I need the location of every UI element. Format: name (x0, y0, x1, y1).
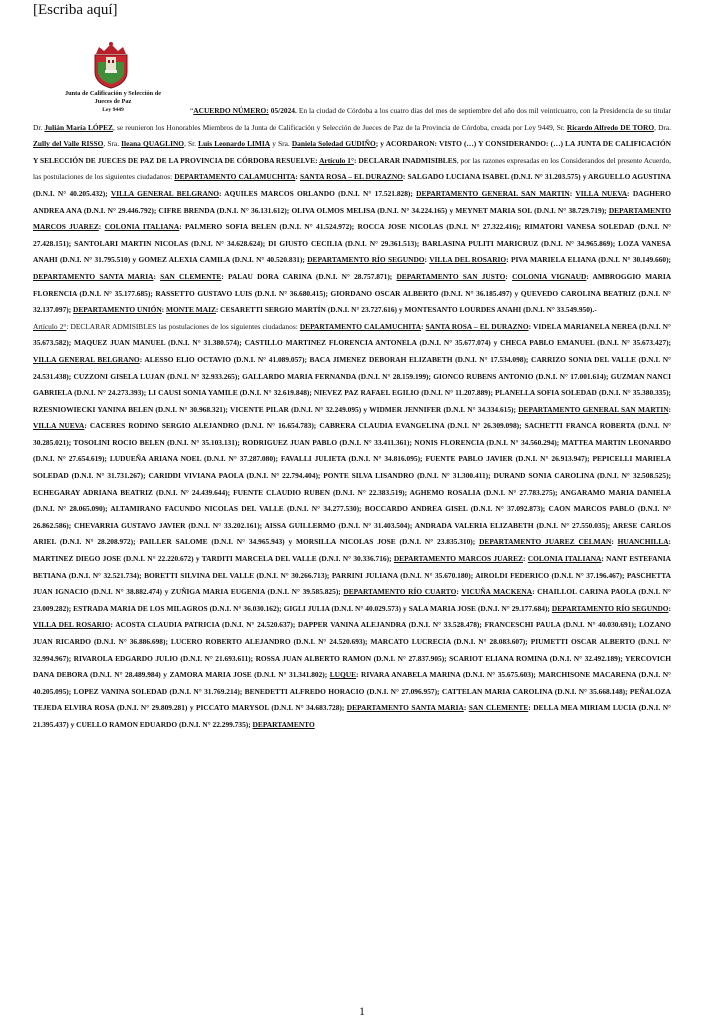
text-run: Zully del Valle RISSO (33, 139, 104, 149)
text-run: 05/2024. (270, 106, 297, 115)
resolution-paragraph-2 (33, 319, 671, 734)
text-run: : (611, 537, 618, 547)
text-run: DEPARTAMENTO RÍO SEGUNDO (307, 255, 425, 265)
text-run: Ileana QUAGLINO (121, 139, 185, 149)
text-run: : (424, 255, 430, 265)
text-run: Artículo 2° (33, 321, 67, 331)
text-run: Luis Leonardo LIMIA (198, 139, 271, 149)
text-run: : VIDELA MARIANELA NEREA (D.N.I. N° 35.673.582); MAQUEZ JUAN MANUEL (D.N.I. N° 31.380.574); CASTILLO MARTINEZ FLORENCIA ANTONELA (D.N.I. N° 35.677.074) y CHECA PABLO EMANUEL (D.N.I. N° 35.673.427); (33, 321, 671, 348)
text-run: : (668, 404, 672, 414)
text-run: : (295, 172, 300, 182)
text-run: DEPARTAMENTO CALAMUCHITA (299, 321, 421, 331)
text-run: : RIVARA ANABELA MARINA (D.N.I. N° 35.675.603); MARCHISONE MACARENA (D.N.I. N° 40.205.095); LOPEZ VANINA SOLEDAD (D.N.I. N° 31.769.214); BENEDETTI ALFREDO HORACIO (D.N.I. N° 27.096.957); CATTELAN MARIA CAROLINA (D.N.I. N° 35.668.148); PEÑALOZA TEJEDA ELVIRA ROSA (D.N.I. N° 29.809.281) y PICCATO MARYSOL (D.N.I. N° 34.683.728); (33, 670, 672, 713)
coat-of-arms-icon (86, 40, 136, 90)
text-run: DEPARTAMENTO RÍO CUARTO (343, 587, 457, 597)
text-run: DEPARTAMENTO GENERAL SAN MARTIN (518, 404, 669, 414)
text-run: y Sra. (270, 139, 292, 149)
text-run: : DAGHERO ANDREA ANA (D.N.I. N° 29.446.792); CIFRE BRENDA (D.N.I. N° 36.131.612); OLIVA OLMOS MELISA (D.N.I. N° 34.224.165) y MEYNET MARIA SOL (D.N.I. N° 38.729.719); (33, 188, 672, 215)
text-run: : ACOSTA CLAUDIA PATRICIA (D.N.I. N° 24.520.637); DAPPER VANINA ALEJANDRA (D.N.I. N° 33.528.478); FRANCESCHI PAULA (D.N.I. N° 40.030.691); LOZANO JUAN RICARDO (D.N.I. N° 36.886.698); LUCERO ROBERTO ALEJANDRO (D.N.I. N° 24.520.693); MARCATO LUCRECIA (D.N.I. N° 28.083.607); PIUMETTI OSCAR ALBERTO (D.N.I. N° 32.994.967); RIVAROLA EDGARDO JULIO (D.N.I. N° 21.693.611); ROSSA JUAN ALBERTO RAMON (D.N.I. N° 27.837.905); SCARIOT ELIANA ROMINA (D.N.I. N° 32.492.189); YERCOVICH DANA DEBORA (D.N.I. N° 28.489.984) y ZAMORA MARIA JOSE (D.N.I. N° 31.341.802); (33, 620, 671, 680)
text-run: , se reunieron los Honorables Miembros de la Junta de Calificación y Selección de Jueces de Paz de la Provincia de Córdoba, creada por Ley 9449, Sr. (113, 122, 567, 132)
text-run: : DECLARAR ADMISIBLES (66, 321, 157, 331)
text-run: COLONIA VIGNAUD (512, 271, 587, 281)
text-run: : DECLARAR INADMISIBLES (353, 155, 457, 165)
text-run: DEPARTAMENTO SANTA MARIA (346, 703, 464, 713)
text-run: : CACERES RODINO SERGIO ALEJANDRO (D.N.I. N° 16.654.783); CABRERA CLAUDIA EVANGELINA (D.N.I. N° 26.309.098); SACHETTI FRANCA ROBERTA (D.N.I. N° 30.285.021); TOSOLINI ROCIO BELEN (D.N.I. N° 35.103.131); RODRIGUEZ JUAN PABLO (D.N.I. N° 33.411.361); NONIS FLORENCIA (D.N.I. N° 34.560.294); MATTEA MARTIN LEONARDO (D.N.I. N° 27.654.619); LUDUEÑA ARIANA NOEL (D.N.I. N° 37.287.080); FAVALLI JULIETA (D.N.I. N° 34.816.095); FUENTE PABLO JAVIER (D.N.I. N° 26.913.947); PEPICELLI MARIELA SOLEDAD (D.N.I. N° 31.731.267); CARIDDI VIVIANA PAOLA (D.N.I. N° 22.794.404); PONTE SILVA LISANDRO (D.N.I. N° 31.300.411); DURAND SONIA CAROLINA (D.N.I. N° 32.508.525); ECHEGARAY ADRIANA BEATRIZ (D.N.I. N° 24.439.644); FUENTE CLAUDIO RUBEN (D.N.I. N° 22.383.519); AGHEMO ROSALIA (D.N.I. N° 27.783.275); ANGARAMO MARIA DANIELA (D.N.I. N° 28.065.090); ALTAMIRANO FACUNDO NICOLAS DEL VALLE (D.N.I. N° 34.277.530); BOCCARDO ANDREA GISEL (D.N.I. N° 37.092.873); CAON MARCOS PABLO (D.N.I. N° 26.862.586); CHEVARRIA GUSTAVO JAVIER (D.N.I. N° 33.202.161); AISSA GUILLERMO (D.N.I. N° 31.403.504); ANDRADA VALERIA ELIZABETH (D.N.I. N° 27.550.035); ARESE CARLOS ARIEL (D.N.I. N° 28.208.972); PAILLER SALOME (D.N.I. N° 34.965.943) y MORSILLA NICOLAS JOSE (D.N.I. N° 23.835.310); (33, 421, 671, 547)
text-run: : AQUILES MARCOS ORLANDO (D.N.I. N° 17.521.828); (218, 188, 417, 198)
text-run: ACUERDO NÚMERO: (193, 106, 269, 115)
text-run: “ (190, 106, 194, 115)
page-number: 1 (359, 1004, 365, 1018)
text-run: : PALMERO SOFIA BELEN (D.N.I. N° 41.524.972); ROCCA JOSE NICOLAS (D.N.I. N° 27.322.416); RIMATORI VANESA SOLEDAD (D.N.I. N° 27.428.151); SANTOLARI MARTIN NICOLAS (D.N.I. N° 34.628.624); DI GIUSTO CECILIA (D.N.I. N° 29.361.513); BARLASINA PULITI MARICRUZ (D.N.I. N° 34.965.869); LOZA VANESA ANAHI (D.N.I. N° 31.795.510) y GOMEZ ALEXIA CAMILA (D.N.I. N° 40.520.831); (33, 222, 672, 265)
text-run: ; y ACORDARON: VISTO (…) Y CONSIDERANDO: (…) LA JUNTA DE CALIFICACIÓN Y SELECCIÓN DE JUECES DE PAZ DE LA PROVINCIA DE CÓRDOBA RESUELVE: (33, 139, 671, 165)
text-run: las postulaciones de los siguientes ciudadanos: (156, 321, 300, 331)
text-run: : PALAU DORA CARINA (D.N.I. N° 28.757.871); (221, 271, 397, 281)
text-run: VILLA GENERAL BELGRANO (110, 188, 219, 198)
text-run: : AMBROGGIO MARIA FLORENCIA (D.N.I. N° 35.177.685); RASSETTO GUSTAVO LUIS (D.N.I. N° 36.680.415); GIORDANO OSCAR ALBERTO (D.N.I. N° 36.185.497) y QUEVEDO CAROLINA BEATRIZ (D.N.I. N° 32.137.097); (33, 271, 672, 315)
text-run: : (161, 305, 166, 315)
text-run: SAN CLEMENTE (160, 271, 222, 281)
text-run: DEPARTAMENTO MARCOS JUAREZ (393, 554, 523, 564)
text-run: : MARTINEZ DIEGO JOSE (D.N.I. N° 22.220.672) y TARDITI MARCELA DEL VALLE (D.N.I. N° 30.336.716); (33, 537, 672, 564)
text-run: Artículo 1° (319, 155, 354, 165)
text-run: : (153, 271, 161, 281)
text-run: DEPARTAMENTO GENERAL SAN MARTIN (416, 188, 570, 198)
text-run: , Sra. (103, 139, 122, 149)
text-run: HUANCHILLA (617, 537, 669, 547)
text-run: DEPARTAMENTO RÍO SEGUNDO (551, 603, 669, 613)
text-run: VILLA NUEVA (575, 188, 628, 198)
text-run: VILLA NUEVA (33, 421, 85, 431)
text-run: : (421, 321, 426, 331)
text-run: : ALESSO ELIO OCTAVIO (D.N.I. N° 41.089.057); BACA JIMENEZ DEBORAH ELIZABETH (D.N.I. N° 17.534.098); CARRIZO SONIA DEL VALLE (D.N.I. N° 24.531.438); CUZZONI GISELA LUJAN (D.N.I. N° 32.933.265); GALLARDO MARIA FERNANDA (D.N.I. N° 28.159.199); GIONCO RUBENS ANTONIO (D.N.I. N° 17.001.614); GUZMAN NANCI GABRIELA (D.N.I. N° 24.273.393); LI CAUSI SONIA YAMILE (D.N.I. N° 32.619.848); NIEVEZ PAZ RAFAEL EGILIO (D.N.I. N° 11.207.889); PLANELLA SOFIA SOLEDAD (D.N.I. N° 35.380.335); RZESNIOWIECKI YANINA BELEN (D.N.I. N° 30.968.321); VICENTE PILAR (D.N.I. N° 32.249.095) y WIDMER JENNIFER (D.N.I. N° 34.334.615); (33, 354, 671, 414)
text-run: , Dra. (654, 122, 671, 132)
text-run: DEPARTAMENTO SAN JUSTO (396, 271, 506, 281)
text-run: : (98, 222, 105, 232)
text-run: VILLA GENERAL BELGRANO (33, 354, 140, 364)
text-run: : NANT ESTEFANIA BETIANA (D.N.I. N° 32.521.734); BORETTI SILVINA DEL VALLE (D.N.I. N° 30.266.713); PARRINI JULIANA (D.N.I. N° 35.670.180); AIROLDI FEDERICO (D.N.I. N° 37.196.467); PASCHETTA JUAN IGNACIO (D.N.I. N° 38.882.474) y ZUÑIGA MARIA EUGENIA (D.N.I. N° 39.585.825); (33, 554, 672, 597)
text-run: LUQUE (329, 670, 357, 680)
text-run: Ricardo Alfredo DE TORO (566, 122, 655, 132)
text-run: En la ciudad de Córdoba a los cuatro días del mes de septiembre del año dos mil veinticuatro, con la Presidencia de su titular Dr. (33, 106, 671, 132)
text-run: VICUÑA MACKENA (461, 587, 533, 597)
text-run: DEPARTAMENTO SANTA MARIA (33, 271, 154, 281)
text-run: Daniela Soledad GUDIÑO (291, 139, 376, 149)
text-run: COLONIA ITALIANA (527, 554, 602, 564)
text-run: : (456, 587, 462, 597)
text-run: DEPARTAMENTO JUAREZ CELMAN (479, 537, 612, 547)
text-run: SANTA ROSA – EL DURAZNO (299, 172, 403, 182)
text-run: : PIVA MARIELA ELIANA (D.N.I. N° 30.149.660); (506, 255, 672, 265)
text-run: SANTA ROSA – EL DURAZNO (425, 321, 529, 331)
institution-line2: Jueces de Paz (94, 98, 132, 105)
text-run: COLONIA ITALIANA (104, 222, 180, 232)
header-placeholder: [Escriba aquí] (33, 2, 118, 18)
text-run: : (523, 554, 528, 564)
text-run: : CHAILLOL CARINA PAOLA (D.N.I. N° 23.009.282); ESTRADA MARIA DE LOS MILAGROS (D.N.I. N° 36.030.162); GIGLI JULIA (D.N.I. N° 40.029.573) y SALA MARIA JOSE (D.N.I. N° 29.177.684); (33, 587, 671, 613)
resolution-body (33, 103, 671, 734)
text-run: , Sr. (184, 139, 199, 149)
text-run: : SALGADO LUCIANA ISABEL (D.N.I. N° 31.203.575) y ARGUELLO AGUSTINA (D.N.I. N° 40.205.432); (33, 172, 672, 198)
text-run: : DELLA MEA MIRIAM LUCIA (D.N.I. N° 21.395.437) y CUELLO RAMON EDUARDO (D.N.I. N° 22.299.735); (33, 703, 671, 729)
text-run: DEPARTAMENTO CALAMUCHITA (174, 172, 296, 182)
text-run: MONTE MAIZ (165, 305, 216, 315)
resolution-paragraph-1 (33, 103, 671, 319)
text-run: , por las razones expresadas en los Considerandos del presente Acuerdo, las postulaciones de los siguientes ciudadanos: (33, 155, 671, 182)
institution-line1: Junta de Calificación y Selección de (64, 90, 162, 97)
text-run: SAN CLEMENTE (468, 703, 529, 713)
text-run: VILLA DEL ROSARIO (429, 255, 507, 265)
text-run: Julián María LÓPEZ (44, 122, 114, 132)
text-run: VILLA DEL ROSARIO (33, 620, 111, 630)
text-run: DEPARTAMENTO MARCOS JUAREZ (33, 205, 671, 232)
text-run: DEPARTAMENTO (252, 719, 315, 729)
text-run: : (463, 703, 469, 713)
text-run: DEPARTAMENTO UNIÓN (73, 305, 162, 315)
text-run: : (569, 188, 576, 198)
institution-line3: Ley 9449 (102, 107, 124, 113)
text-run: : (505, 271, 513, 281)
text-run: : (668, 603, 671, 613)
text-run: : CESARETTI SERGIO MARTÍN (D.N.I. N° 23.727.616) y MONTESANTO LOURDES ANAHI (D.N.I. N° 33.549.950).- (215, 305, 597, 315)
